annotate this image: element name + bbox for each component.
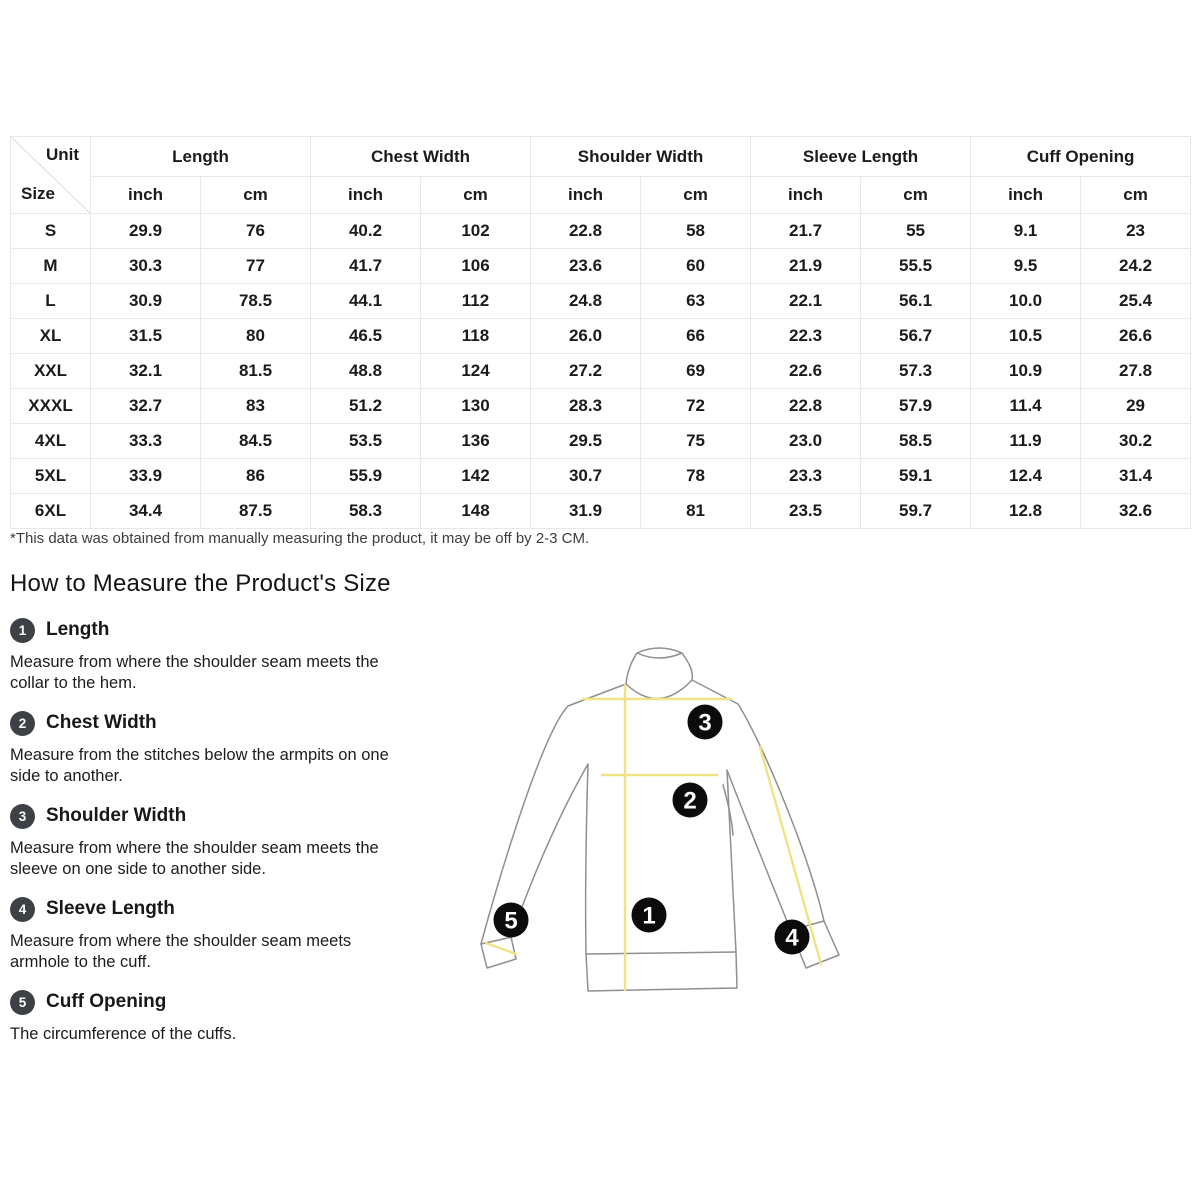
size-cell: 4XL [11, 424, 91, 459]
svg-text:4: 4 [785, 924, 799, 952]
size-cell: L [11, 284, 91, 319]
value-cell: 33.9 [91, 459, 201, 494]
value-cell: 27.2 [531, 354, 641, 389]
value-cell: 53.5 [311, 424, 421, 459]
svg-text:2: 2 [683, 787, 697, 815]
value-cell: 9.5 [971, 249, 1081, 284]
value-cell: 44.1 [311, 284, 421, 319]
measure-item-description: The circumference of the cuffs. [10, 1025, 237, 1043]
value-cell: 30.2 [1081, 424, 1191, 459]
value-cell: 23.5 [751, 494, 861, 529]
measure-item-description: Measure from where the shoulder seam meets armhole to the cuff. [10, 932, 352, 971]
unit-header-sleeve-length-inch: inch [751, 177, 861, 214]
unit-header-length-cm: cm [201, 177, 311, 214]
value-cell: 75 [641, 424, 751, 459]
value-cell: 142 [421, 459, 531, 494]
size-cell: 6XL [11, 494, 91, 529]
number-badge-icon: 2 [10, 711, 35, 736]
measure-item-description: Measure from where the shoulder seam meets the collar to the hem. [10, 653, 379, 692]
value-cell: 31.9 [531, 494, 641, 529]
value-cell: 24.8 [531, 284, 641, 319]
value-cell: 11.9 [971, 424, 1081, 459]
value-cell: 76 [201, 214, 311, 249]
svg-text:1: 1 [642, 902, 656, 930]
table-row-6xl [11, 494, 1191, 529]
value-cell: 56.1 [861, 284, 971, 319]
value-cell: 41.7 [311, 249, 421, 284]
value-cell: 148 [421, 494, 531, 529]
column-header-sleeve-length: Sleeve Length [751, 137, 971, 177]
value-cell: 34.4 [91, 494, 201, 529]
measure-item-label: Chest Width [46, 712, 157, 733]
value-cell: 29.5 [531, 424, 641, 459]
value-cell: 29 [1081, 389, 1191, 424]
value-cell: 87.5 [201, 494, 311, 529]
column-header-chest-width: Chest Width [311, 137, 531, 177]
value-cell: 23.3 [751, 459, 861, 494]
corner-unit-label: Unit [45, 145, 79, 164]
table-row-l [11, 284, 1191, 319]
value-cell: 32.6 [1081, 494, 1191, 529]
value-cell: 84.5 [201, 424, 311, 459]
table-row-5xl [11, 459, 1191, 494]
value-cell: 55 [861, 214, 971, 249]
value-cell: 78 [641, 459, 751, 494]
corner-cell [11, 137, 91, 214]
measure-item-header [10, 989, 414, 1015]
value-cell: 32.1 [91, 354, 201, 389]
unit-header-cuff-opening-cm: cm [1081, 177, 1191, 214]
value-cell: 55.9 [311, 459, 421, 494]
value-cell: 10.9 [971, 354, 1081, 389]
value-cell: 46.5 [311, 319, 421, 354]
value-cell: 26.6 [1081, 319, 1191, 354]
measure-item-label: Sleeve Length [46, 898, 175, 919]
measure-item-label: Cuff Opening [46, 991, 167, 1012]
table-row-4xl [11, 424, 1191, 459]
value-cell: 32.7 [91, 389, 201, 424]
value-cell: 59.7 [861, 494, 971, 529]
measure-item-shoulder-width [10, 803, 414, 879]
value-cell: 9.1 [971, 214, 1081, 249]
size-cell: S [11, 214, 91, 249]
value-cell: 23 [1081, 214, 1191, 249]
value-cell: 63 [641, 284, 751, 319]
value-cell: 102 [421, 214, 531, 249]
table-body [11, 214, 1191, 529]
value-cell: 33.3 [91, 424, 201, 459]
value-cell: 27.8 [1081, 354, 1191, 389]
unit-header-shoulder-width-cm: cm [641, 177, 751, 214]
table-header-groups [11, 137, 1191, 177]
value-cell: 29.9 [91, 214, 201, 249]
value-cell: 10.0 [971, 284, 1081, 319]
measure-item-header [10, 803, 414, 829]
value-cell: 51.2 [311, 389, 421, 424]
measure-item-chest-width [10, 710, 414, 786]
value-cell: 11.4 [971, 389, 1081, 424]
size-cell: 5XL [11, 459, 91, 494]
value-cell: 22.6 [751, 354, 861, 389]
value-cell: 112 [421, 284, 531, 319]
value-cell: 23.6 [531, 249, 641, 284]
value-cell: 136 [421, 424, 531, 459]
number-badge-icon: 3 [10, 804, 35, 829]
value-cell: 69 [641, 354, 751, 389]
value-cell: 12.8 [971, 494, 1081, 529]
garment-illustration [440, 622, 870, 1105]
value-cell: 78.5 [201, 284, 311, 319]
badge-2 [673, 783, 708, 818]
value-cell: 58.5 [861, 424, 971, 459]
value-cell: 30.3 [91, 249, 201, 284]
measure-item-label: Shoulder Width [46, 805, 187, 826]
measure-list [10, 617, 414, 1062]
value-cell: 31.5 [91, 319, 201, 354]
value-cell: 86 [201, 459, 311, 494]
value-cell: 22.8 [751, 389, 861, 424]
column-header-shoulder-width: Shoulder Width [531, 137, 751, 177]
value-cell: 23.0 [751, 424, 861, 459]
value-cell: 60 [641, 249, 751, 284]
table-row-xxl [11, 354, 1191, 389]
value-cell: 106 [421, 249, 531, 284]
unit-header-cuff-opening-inch: inch [971, 177, 1081, 214]
svg-text:3: 3 [698, 709, 712, 737]
value-cell: 30.9 [91, 284, 201, 319]
table-row-xl [11, 319, 1191, 354]
value-cell: 26.0 [531, 319, 641, 354]
measure-item-cuff-opening [10, 989, 414, 1045]
measure-item-header [10, 617, 414, 643]
svg-text:5: 5 [504, 907, 518, 935]
unit-header-sleeve-length-cm: cm [861, 177, 971, 214]
value-cell: 55.5 [861, 249, 971, 284]
value-cell: 30.7 [531, 459, 641, 494]
size-cell: XXXL [11, 389, 91, 424]
value-cell: 21.9 [751, 249, 861, 284]
value-cell: 59.1 [861, 459, 971, 494]
measure-item-header [10, 710, 414, 736]
measure-item-sleeve-length [10, 896, 414, 972]
value-cell: 22.1 [751, 284, 861, 319]
value-cell: 21.7 [751, 214, 861, 249]
value-cell: 57.3 [861, 354, 971, 389]
value-cell: 80 [201, 319, 311, 354]
table-row-xxxl [11, 389, 1191, 424]
value-cell: 58 [641, 214, 751, 249]
value-cell: 124 [421, 354, 531, 389]
value-cell: 22.3 [751, 319, 861, 354]
value-cell: 31.4 [1081, 459, 1191, 494]
column-header-cuff-opening: Cuff Opening [971, 137, 1191, 177]
value-cell: 10.5 [971, 319, 1081, 354]
howto-title: How to Measure the Product's Size [10, 570, 391, 597]
value-cell: 12.4 [971, 459, 1081, 494]
number-badge-icon: 4 [10, 897, 35, 922]
value-cell: 22.8 [531, 214, 641, 249]
size-cell: XXL [11, 354, 91, 389]
value-cell: 28.3 [531, 389, 641, 424]
value-cell: 66 [641, 319, 751, 354]
value-cell: 25.4 [1081, 284, 1191, 319]
unit-header-chest-width-inch: inch [311, 177, 421, 214]
unit-header-shoulder-width-inch: inch [531, 177, 641, 214]
value-cell: 118 [421, 319, 531, 354]
value-cell: 57.9 [861, 389, 971, 424]
value-cell: 40.2 [311, 214, 421, 249]
badge-4 [775, 920, 810, 955]
value-cell: 77 [201, 249, 311, 284]
corner-size-label: Size [21, 184, 56, 203]
value-cell: 48.8 [311, 354, 421, 389]
size-cell: XL [11, 319, 91, 354]
measure-item-label: Length [46, 619, 110, 640]
measure-item-description: Measure from the stitches below the armpits on one side to another. [10, 746, 389, 785]
value-cell: 72 [641, 389, 751, 424]
value-cell: 83 [201, 389, 311, 424]
unit-header-length-inch: inch [91, 177, 201, 214]
value-cell: 81.5 [201, 354, 311, 389]
table-row-s [11, 214, 1191, 249]
value-cell: 56.7 [861, 319, 971, 354]
value-cell: 130 [421, 389, 531, 424]
table-footnote: *This data was obtained from manually measuring the product, it may be off by 2-3 CM. [10, 530, 590, 547]
size-table [10, 136, 1190, 529]
number-badge-icon: 5 [10, 990, 35, 1015]
value-cell: 24.2 [1081, 249, 1191, 284]
badge-3 [688, 705, 723, 740]
number-badge-icon: 1 [10, 618, 35, 643]
value-cell: 58.3 [311, 494, 421, 529]
sweater-diagram [440, 622, 870, 1105]
badge-5 [494, 903, 529, 938]
column-header-length: Length [91, 137, 311, 177]
size-cell: M [11, 249, 91, 284]
measure-item-length [10, 617, 414, 693]
measure-item-description: Measure from where the shoulder seam meets the sleeve on one side to another side. [10, 839, 379, 878]
table-row-m [11, 249, 1191, 284]
measure-item-header [10, 896, 414, 922]
unit-header-chest-width-cm: cm [421, 177, 531, 214]
badge-1 [632, 898, 667, 933]
value-cell: 81 [641, 494, 751, 529]
table-header-units [11, 177, 1191, 214]
